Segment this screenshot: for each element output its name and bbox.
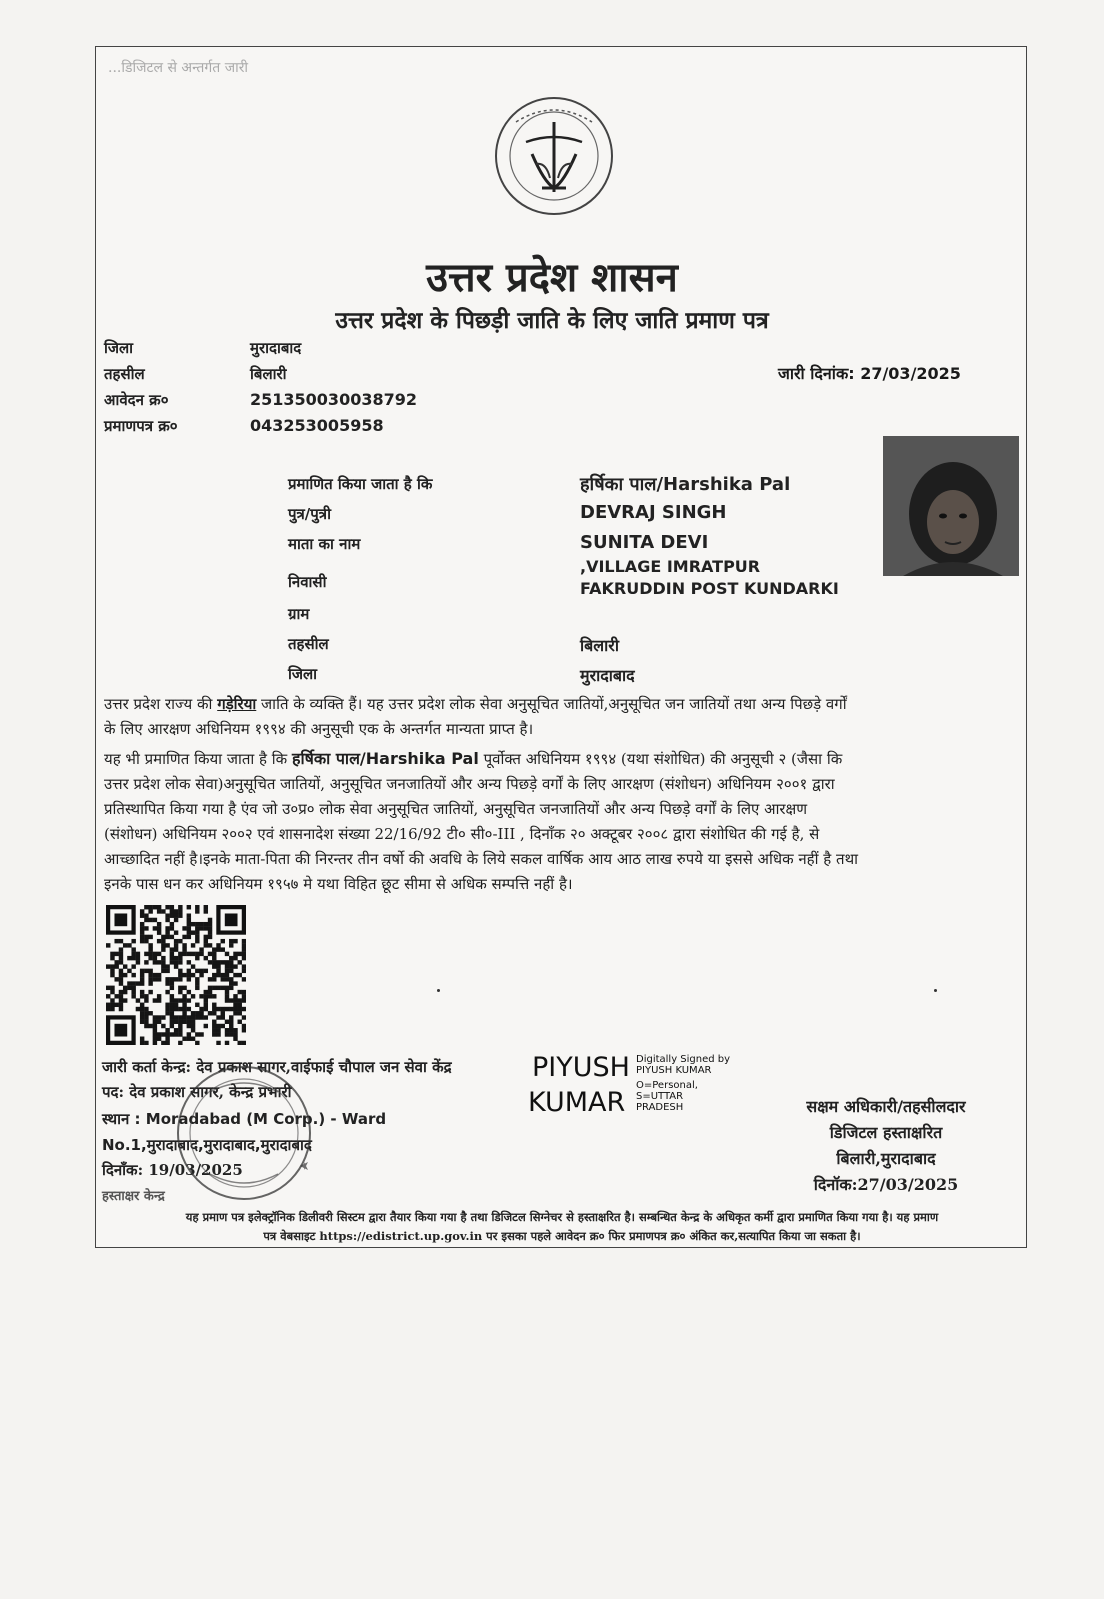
detail-tehsil-value: बिलारी xyxy=(580,636,619,655)
issuer-place-line-2: No.1,मुरादाबाद,मुरादाबाद,मुरादाबाद xyxy=(102,1136,312,1154)
issuer-place-line-1: स्थान : Moradabad (M Corp.) - Ward xyxy=(102,1110,387,1128)
authority-digital-signed: डिजिटल हस्ताक्षरित xyxy=(829,1123,943,1142)
certificate-number-label: प्रमाणपत्र क्र० xyxy=(104,417,178,435)
issue-date: जारी दिनांक: 27/03/2025 xyxy=(778,364,961,383)
father-name: DEVRAJ SINGH xyxy=(580,502,727,523)
issuer-post: पद: देव प्रकाश सागर, केन्द्र प्रभारी xyxy=(102,1083,292,1101)
digital-signature-org xyxy=(636,1080,698,1113)
creamy-line-6: इनके पास धन कर अधिनियम १९५७ मे यथा विहित छूट सीमा से अधिक सम्पत्ति नहीं है। xyxy=(104,875,573,893)
footer-note-line-1: यह प्रमाण पत्र इलेक्ट्रॉनिक डिलीवरी सिस्टम द्वारा तैयार किया गया है तथा डिजिटल सिग्नेचर से हस्ताक्षरित है। सम्बन्धित केन्द्र के अधिकृत कर्मी द्वारा प्रमाणित किया गया है। यह प्रमाण xyxy=(185,1210,939,1224)
creamy-line-4: (संशोधन) अधिनियम २००२ एवं शासनादेश संख्या 22/16/92 टी० सी०-III , दिनाँक २० अक्टूबर २००८ द्वारा संशोधित की गई है, से xyxy=(104,825,820,843)
applicant-name: हर्षिका पाल/Harshika Pal xyxy=(580,474,791,495)
application-number: 251350030038792 xyxy=(250,390,417,409)
detail-tehsil-label: तहसील xyxy=(288,635,329,653)
page-title: उत्तर प्रदेश शासन xyxy=(426,254,678,301)
signature-line-4: S=UTTAR xyxy=(636,1091,684,1102)
creamy-line-1-rest: पूर्वोक्त अधिनियम १९९४ (यथा संशोधित) की अनुसूची २ (जैसा कि xyxy=(478,750,843,768)
qr-code xyxy=(106,905,246,1045)
resident-label: निवासी xyxy=(288,573,327,591)
applicant-photo-image xyxy=(883,436,1019,576)
speck xyxy=(437,989,440,992)
certified-label: प्रमाणित किया जाता है कि xyxy=(288,475,433,493)
resident-line-2: FAKRUDDIN POST KUNDARKI xyxy=(580,579,839,598)
signature-line-1: Digitally Signed by xyxy=(636,1054,731,1065)
signature-line-5: PRADESH xyxy=(636,1102,684,1113)
creamy-line-3: प्रतिस्थापित किया गया है एंव जो उ०प्र० लोक सेवा अनुसूचित जातियों, अनुसूचित जनजातियों और अन्य पिछड़े वर्गों के लिए आरक्षण xyxy=(104,800,808,818)
authority-location: बिलारी,मुरादाबाद xyxy=(836,1149,936,1168)
applicant-photo xyxy=(883,436,1019,576)
creamy-layer-paragraph xyxy=(104,746,1022,897)
caste-paragraph-line-2: के लिए आरक्षण अधिनियम १९९४ की अनुसूची एक के अन्तर्गत मान्यता प्राप्त है। xyxy=(104,720,534,738)
certificate-number: 043253005958 xyxy=(250,416,384,435)
application-label: आवेदन क्र० xyxy=(104,391,169,409)
caste-paragraph xyxy=(104,692,1022,742)
footer-note-line-2: पत्र वेबसाइट https://edistrict.up.gov.in पर इसका पहले आवेदन क्र० फिर प्रमाणपत्र क्र० अंकित कर,सत्यापित किया जा सकता है। xyxy=(263,1229,861,1243)
up-government-emblem-icon xyxy=(486,92,622,220)
creamy-line-2: उत्तर प्रदेश लोक सेवा)अनुसूचित जातियों, अनुसूचित जनजातियों और अन्य पिछड़े वर्गों के लिए आरक्षण (संशोधन) अधिनियम २००१ द्वारा xyxy=(104,775,835,793)
caste-pre-text: उत्तर प्रदेश राज्य की xyxy=(104,695,218,713)
center-seal-stamp xyxy=(170,1062,318,1204)
mother-label: माता का नाम xyxy=(288,535,361,553)
authority-date: दिनॉक:27/03/2025 xyxy=(813,1175,959,1194)
district-label: जिला xyxy=(104,339,134,357)
signature-line-2: PIYUSH KUMAR xyxy=(636,1065,712,1076)
caste-line-1-rest: जाति के व्यक्ति हैं। यह उत्तर प्रदेश लोक सेवा अनुसूचित जातियों,अनुसूचित जन जातियों तथा अन्य पिछड़े वर्गों xyxy=(256,695,847,713)
child-of-label: पुत्र/पुत्री xyxy=(288,505,331,523)
creamy-line-5: आच्छादित नहीं है।इनके माता-पिता की निरन्तर तीन वर्षो की अवधि के लिये सकल वार्षिक आय आठ लाख रुपये या इससे अधिक नहीं है तथा xyxy=(104,850,859,868)
resident-line-1: ,VILLAGE IMRATPUR xyxy=(580,557,761,576)
speck xyxy=(934,989,937,992)
detail-district-value: मुरादाबाद xyxy=(580,666,635,685)
caste-paragraph-line-1 xyxy=(104,692,1022,717)
authority-title: सक्षम अधिकारी/तहसीलदार xyxy=(806,1097,966,1116)
issuing-center: जारी कर्ता केन्द्र: देव प्रकाश सागर,वाईफाई चौपाल जन सेवा केंद्र xyxy=(102,1058,452,1076)
top-note: ...डिजिटल से अन्तर्गत जारी xyxy=(108,60,249,76)
issuer-date: दिनाँक: 19/03/2025 xyxy=(102,1161,243,1179)
digital-signer-name-1: PIYUSH xyxy=(532,1052,630,1083)
tehsil-label: तहसील xyxy=(104,365,145,383)
caste-name: गड़ेरिया xyxy=(217,695,257,713)
creamy-line-1 xyxy=(104,746,1022,772)
digital-signer-name-2: KUMAR xyxy=(528,1087,626,1118)
signature-line-3: O=Personal, xyxy=(636,1080,698,1091)
issuer-signature-label: हस्ताक्षर केन्द्र xyxy=(102,1189,165,1204)
detail-district-label: जिला xyxy=(288,665,318,683)
village-label: ग्राम xyxy=(288,605,310,623)
certificate-subtitle: उत्तर प्रदेश के पिछड़ी जाति के लिए जाति प्रमाण पत्र xyxy=(335,307,769,334)
creamy-pre-text: यह भी प्रमाणित किया जाता है कि xyxy=(104,750,292,768)
tehsil-value: बिलारी xyxy=(250,365,287,383)
mother-name: SUNITA DEVI xyxy=(580,532,709,553)
digital-signature-details xyxy=(636,1054,730,1076)
creamy-applicant-name: हर्षिका पाल/Harshika Pal xyxy=(291,749,479,768)
district-value: मुरादाबाद xyxy=(250,339,302,357)
